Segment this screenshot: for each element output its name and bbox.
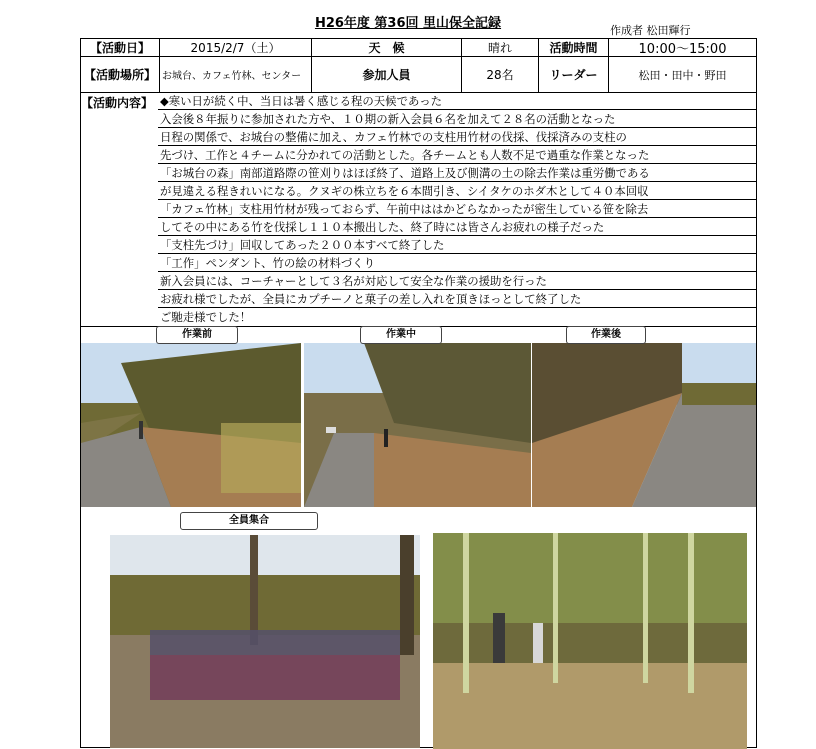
photo-after-work bbox=[532, 343, 756, 507]
activity-day-label: 【活動日】 bbox=[81, 39, 160, 57]
author: 作成者 松田輝行 bbox=[610, 24, 691, 37]
content-line: 先づけ、工作と４チームに分かれての活動とした。各チームとも人数不足で過重な作業となった bbox=[158, 146, 756, 164]
content-line: 「支柱先づけ」回収してあった２００本すべて終了した bbox=[158, 236, 756, 254]
leaders: 松田・田中・野田 bbox=[609, 57, 757, 93]
content-line: 日程の関係で、お城台の整備に加え、カフェ竹林での支柱用竹材の伐採、伐採済みの支柱の bbox=[158, 128, 756, 146]
page-title: H26年度 第36回 里山保全記録 bbox=[314, 16, 502, 31]
content-line: してその中にある竹を伐採し１１０本搬出した、終了時には皆さんお疲れの様子だった bbox=[158, 218, 756, 236]
content-line: 新入会員には、コーチャーとして３名が対応して安全な作業の援助を行った bbox=[158, 272, 756, 290]
participants-count: 28名 bbox=[462, 57, 539, 93]
content-line: が見違える程きれいになる。クヌギの株立ちを６本間引き、シイタケのホダ木として４０本回収 bbox=[158, 182, 756, 200]
content-line: 「工作」ペンダント、竹の絵の材料づくり bbox=[158, 254, 756, 272]
time-label: 活動時間 bbox=[539, 39, 609, 57]
label-during: 作業中 bbox=[360, 326, 442, 344]
content-line: 「お城台の森」南部道路際の笹刈りはほぼ終了、道路上及び側溝の土の除去作業は重労働である bbox=[158, 164, 756, 182]
weather-label: 天 候 bbox=[312, 39, 462, 57]
label-before: 作業前 bbox=[156, 326, 238, 344]
activity-date: 2015/2/7（土） bbox=[160, 39, 312, 57]
activity-time: 10:00～15:00 bbox=[609, 39, 757, 57]
content-label: 【活動内容】 bbox=[81, 95, 154, 110]
content-line: お疲れ様でしたが、全員にカプチーノと菓子の差し入れを頂きほっとして終了した bbox=[158, 290, 756, 308]
photo-during-work bbox=[304, 343, 531, 507]
photo-bamboo-grove bbox=[433, 533, 747, 749]
place-label: 【活動場所】 bbox=[81, 57, 160, 93]
photo-before-work bbox=[81, 343, 301, 507]
content-line: 入会後８年振りに参加された方や、１０期の新入会員６名を加えて２８名の活動となった bbox=[158, 110, 756, 128]
activity-place: お城台、カフェ竹林、センター bbox=[160, 57, 312, 93]
content-line: ◆寒い日が続く中、当日は暑く感じる程の天候であった bbox=[158, 92, 756, 110]
weather-value: 晴れ bbox=[462, 39, 539, 57]
label-group: 全員集合 bbox=[180, 512, 318, 530]
label-after: 作業後 bbox=[566, 326, 646, 344]
photo-group bbox=[110, 535, 420, 748]
content-line: 「カフェ竹林」支柱用竹材が残っておらず、午前中ははかどらなかったが密生している笹を除去 bbox=[158, 200, 756, 218]
leader-label: リーダー bbox=[539, 57, 609, 93]
content-line: ご馳走様でした！ bbox=[160, 310, 252, 324]
participants-label: 参加人員 bbox=[312, 57, 462, 93]
